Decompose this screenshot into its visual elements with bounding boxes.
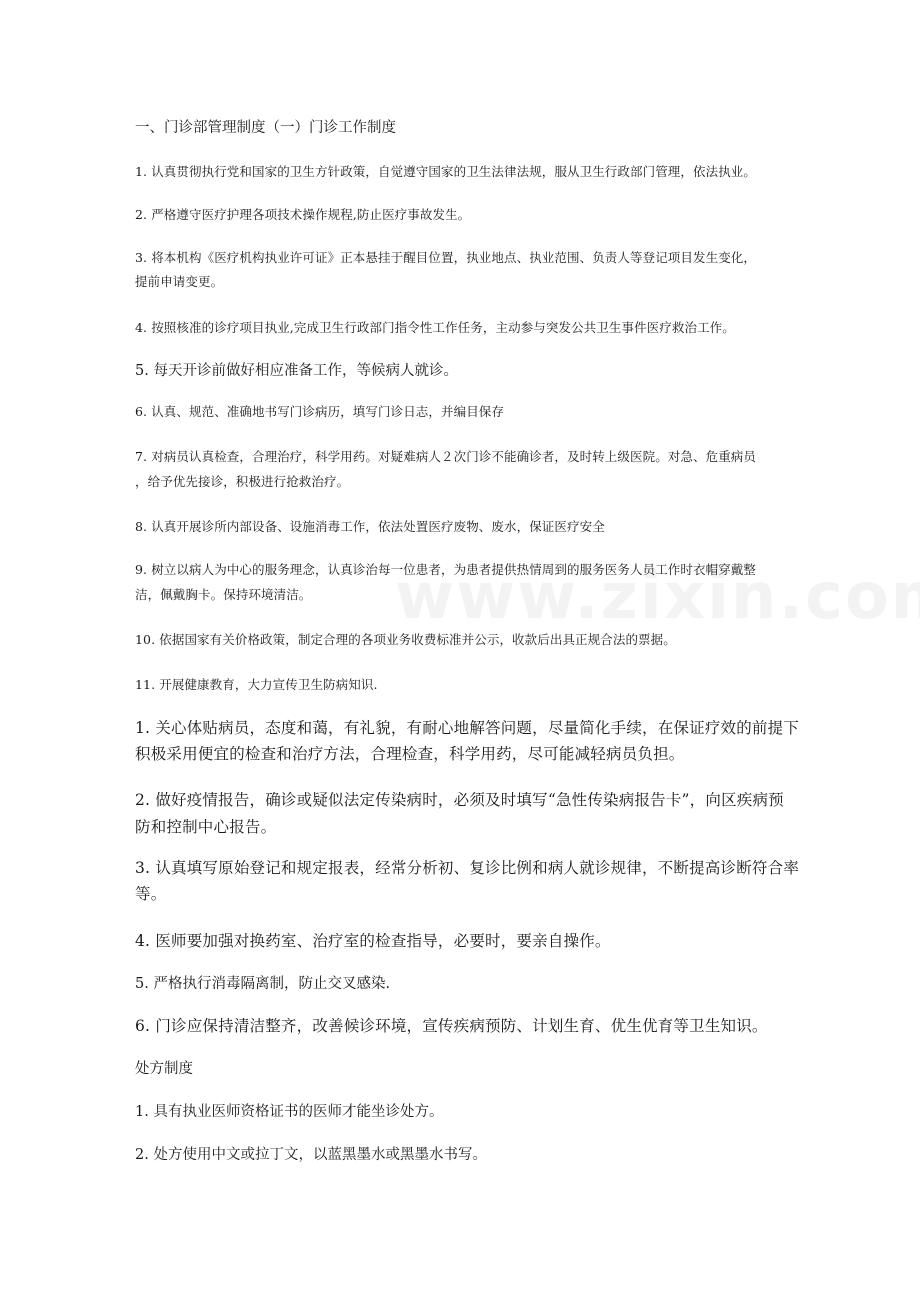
work-rule-6: 6. 认真、规范、准确地书写门诊病历，填写门诊日志，并编目保存 <box>135 404 505 419</box>
doctor-rule-6: 6. 门诊应保持清洁整齐，改善候诊环境，宣传疾病预防、计划生育、优生优育等卫生知识。 <box>135 1017 768 1035</box>
doctor-rule-2-cont: 防和控制中心报告。 <box>135 818 277 836</box>
work-rule-9: 9. 树立以病人为中心的服务理念，认真诊治每一位患者，为患者提供热情周到的服务医务人员工作时衣帽穿戴整 <box>135 562 757 577</box>
work-rule-4: 4. 按照核准的诊疗项目执业,完成卫生行政部门指令性工作任务，主动参与突发公共卫生事件医疗救治工作。 <box>135 320 735 335</box>
prescription-heading: 处方制度 <box>135 1061 193 1077</box>
doctor-rule-3-cont: 等。 <box>135 885 167 903</box>
work-rule-3: 3. 将本机构《医疗机构执业许可证》正本悬挂于醒目位置，执业地点、执业范围、负责人等登记项目发生变化， <box>135 250 757 265</box>
work-rule-3-cont: 提前申请变更。 <box>135 274 224 289</box>
work-rule-9-cont: 洁，佩戴胸卡。保持环境清洁。 <box>135 587 312 602</box>
work-rule-8: 8. 认真开展诊所内部设备、设施消毒工作，依法处置医疗废物、废水，保证医疗安全 <box>135 519 605 534</box>
doctor-rule-3: 3. 认真填写原始登记和规定报表，经常分析初、复诊比例和病人就诊规律，不断提高诊断符合率 <box>135 859 800 877</box>
work-rule-7: 7. 对病员认真检查，合理治疗，科学用药。对疑难病人２次门诊不能确诊者，及时转上级医院。对急、危重病员 <box>135 449 757 464</box>
section-heading: 一、门诊部管理制度（一）门诊工作制度 <box>135 120 396 136</box>
work-rule-11: 11. 开展健康教育，大力宣传卫生防病知识. <box>135 677 378 692</box>
work-rule-7-cont: ，给予优先接诊，积极进行抢救治疗。 <box>135 474 350 489</box>
work-rule-1: 1. 认真贯彻执行党和国家的卫生方针政策，自觉遵守国家的卫生法律法规，服从卫生行政部门管理，依法执业。 <box>135 164 757 179</box>
work-rule-2: 2. 严格遵守医疗护理各项技术操作规程,防止医疗事故发生。 <box>135 207 471 222</box>
prescription-rule-2: 2. 处方使用中文或拉丁文，以蓝黑墨水或黑墨水书写。 <box>135 1147 487 1163</box>
doctor-rule-4: 4. 医师要加强对换药室、治疗室的检查指导，必要时，要亲自操作。 <box>135 932 611 950</box>
prescription-rule-1: 1. 具有执业医师资格证书的医师才能坐诊处方。 <box>135 1104 444 1120</box>
doctor-rule-1: 1. 关心体贴病员，态度和蔼，有礼貌，有耐心地解答问题，尽量简化手续，在保证疗效的前提下 <box>135 719 800 737</box>
work-rule-5: 5. 每天开诊前做好相应准备工作，等候病人就诊。 <box>135 363 458 379</box>
doctor-rule-1-cont: 积极采用便宜的检查和治疗方法，合理检查，科学用药，尽可能减轻病员负担。 <box>135 745 685 763</box>
doctor-rule-2: 2. 做好疫情报告，确诊或疑似法定传染病时，必须及时填写“急性传染病报告卡”，向区疾病预 <box>135 791 784 809</box>
doctor-rule-5: 5. 严格执行消毒隔离制，防止交叉感染. <box>135 976 391 992</box>
work-rule-10: 10. 依据国家有关价格政策，制定合理的各项业务收费标准并公示，收款后出具正规合法的票据。 <box>135 632 676 647</box>
